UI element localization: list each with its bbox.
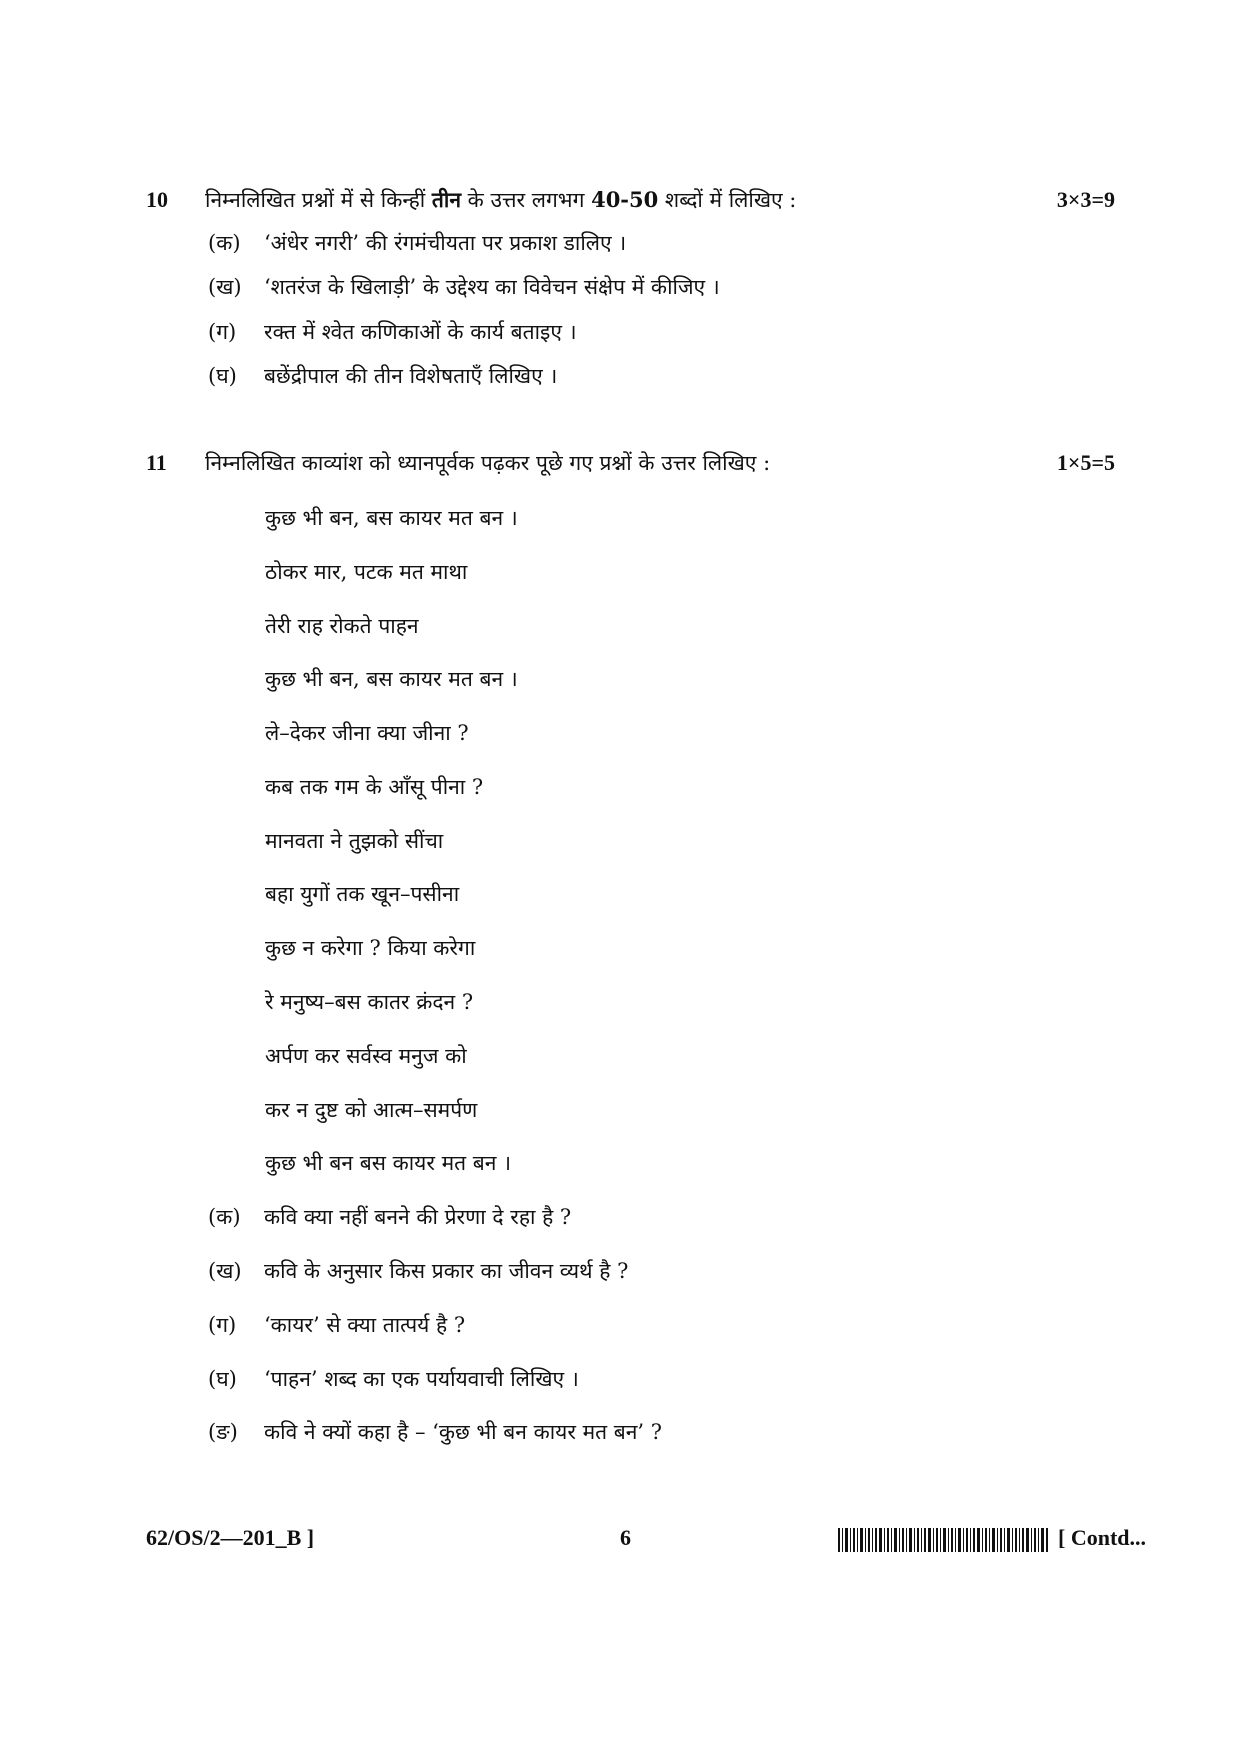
- poem-line: मानवता ने तुझको सींचा: [265, 829, 444, 853]
- poem-line: अर्पण कर सर्वस्व मनुज को: [265, 1044, 467, 1068]
- q11-option-ga: [208, 1311, 465, 1339]
- option-label: (क): [208, 231, 241, 255]
- option-label: (ख): [208, 1259, 242, 1283]
- q10-option-ka: [208, 229, 626, 257]
- q10-option-kha: [208, 273, 720, 301]
- poem-line: कर न दुष्ट को आत्म–समर्पण: [265, 1098, 478, 1122]
- question-11-instruction: निम्नलिखित काव्यांश को ध्यानपूर्वक पढ़कर पूछे गए प्रश्नों के उत्तर लिखिए :: [205, 451, 771, 475]
- option-label: (घ): [208, 1367, 237, 1391]
- q11-option-kha: [208, 1257, 628, 1285]
- option-text: कवि क्या नहीं बनने की प्रेरणा दे रहा है ?: [264, 1205, 572, 1229]
- q10-instruction-bold-three: तीन: [431, 187, 461, 212]
- option-text: ‘अंधेर नगरी’ की रंगमंचीयता पर प्रकाश डालिए ।: [264, 231, 627, 255]
- option-label: (ग): [208, 1313, 237, 1337]
- poem-line: तेरी राह रोकते पाहन: [265, 614, 419, 638]
- q11-option-gha: [208, 1365, 579, 1393]
- q10-instruction-bold-range: 40-50: [591, 187, 659, 212]
- poem-line: कुछ भी बन, बस कायर मत बन ।: [265, 667, 518, 691]
- question-10-marks: 3×3=9: [1056, 187, 1115, 212]
- option-text: बछेंद्रीपाल की तीन विशेषताएँ लिखिए ।: [264, 364, 558, 388]
- poem-line: ले–देकर जीना क्या जीना ?: [265, 721, 469, 745]
- question-11-marks: 1×5=5: [1056, 450, 1115, 475]
- q11-option-ka: [208, 1203, 571, 1231]
- option-text: रक्त में श्वेत कणिकाओं के कार्य बताइए ।: [264, 320, 577, 344]
- poem-line: ठोकर मार, पटक मत माथा: [265, 560, 468, 584]
- continued-label: [ Contd...: [1058, 1525, 1147, 1550]
- option-label: (ख): [208, 275, 242, 299]
- option-label: (घ): [208, 364, 237, 388]
- question-10-instruction: [205, 186, 796, 214]
- poem-line: कब तक गम के आँसू पीना ?: [265, 775, 484, 799]
- q10-instruction-pre: निम्नलिखित प्रश्नों में से किन्हीं: [205, 188, 432, 212]
- option-label: (ग): [208, 320, 237, 344]
- poem-line: बहा युगों तक खून–पसीना: [265, 882, 460, 906]
- barcode-icon: [838, 1528, 1048, 1552]
- q10-option-ga: [208, 318, 577, 346]
- paper-code: 62/OS/2—201_B ]: [146, 1525, 315, 1550]
- option-text: कवि ने क्यों कहा है – ‘कुछ भी बन कायर मत बन’ ?: [264, 1420, 663, 1444]
- option-label: (क): [208, 1205, 241, 1229]
- option-label: (ङ): [208, 1420, 238, 1444]
- option-text: कवि के अनुसार किस प्रकार का जीवन व्यर्थ है ?: [264, 1259, 629, 1283]
- q11-option-nga: [208, 1418, 662, 1446]
- q10-instruction-post: शब्दों में लिखिए :: [658, 188, 797, 212]
- q10-instruction-mid: के उत्तर लगभग: [460, 188, 592, 212]
- option-text: ‘शतरंज के खिलाड़ी’ के उद्देश्य का विवेचन संक्षेप में कीजिए ।: [264, 275, 720, 299]
- page-number: 6: [620, 1525, 631, 1550]
- question-11-number: 11: [146, 450, 167, 475]
- q10-option-gha: [208, 362, 557, 390]
- poem-line: कुछ भी बन, बस कायर मत बन ।: [265, 506, 518, 530]
- question-10-number: 10: [146, 187, 168, 212]
- poem-line: रे मनुष्य–बस कातर क्रंदन ?: [265, 990, 474, 1014]
- poem-line: कुछ न करेगा ? किया करेगा: [265, 936, 476, 960]
- option-text: ‘पाहन’ शब्द का एक पर्यायवाची लिखिए ।: [264, 1367, 579, 1391]
- option-text: ‘कायर’ से क्या तात्पर्य है ?: [264, 1313, 466, 1337]
- poem-line: कुछ भी बन बस कायर मत बन ।: [265, 1151, 512, 1175]
